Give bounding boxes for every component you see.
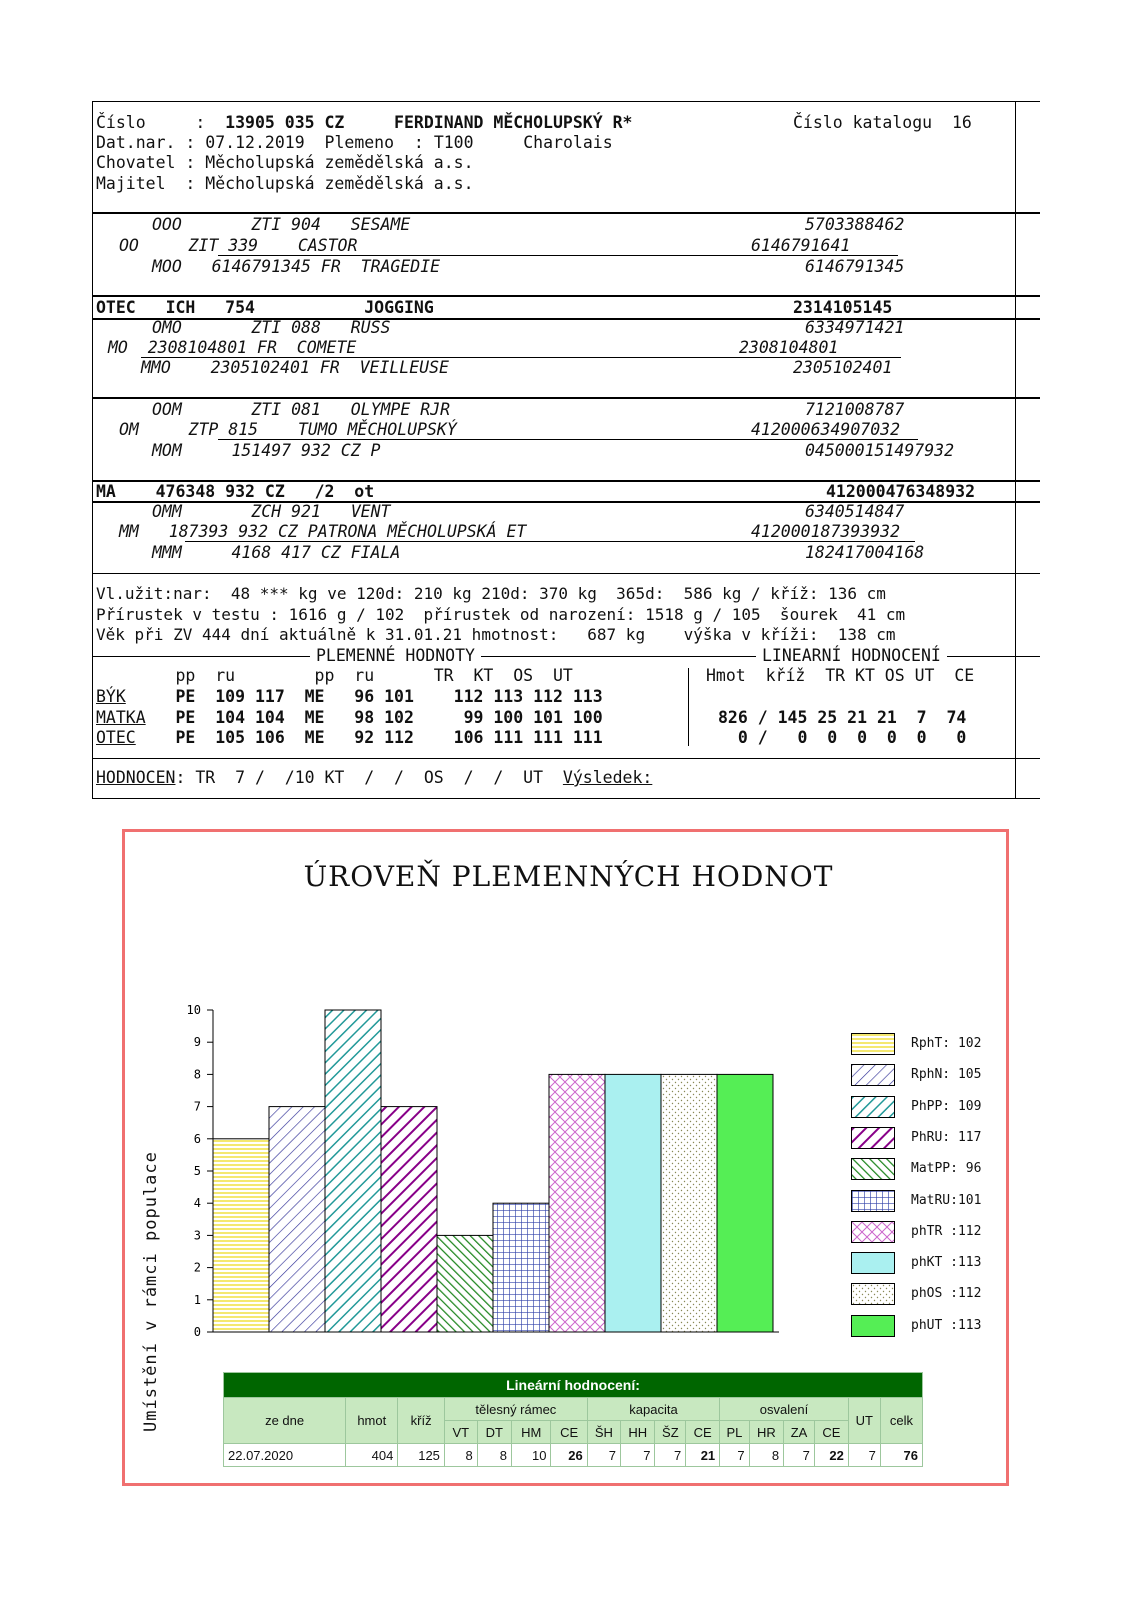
legend-swatch [851, 1190, 895, 1212]
legend-item [851, 1158, 1011, 1186]
pedigree-ooo: OOO ZTI 904 SESAME [152, 215, 411, 234]
legend-swatch [851, 1127, 895, 1149]
pedigree-omm: OMM ZCH 921 VENT [152, 502, 391, 521]
pedigree-mom-num: 045000151497932 [805, 441, 955, 460]
card-left-border [92, 101, 93, 798]
pedigree-omm-num: 6340514847 [805, 502, 905, 521]
row-byk: BÝK PE 109 117 ME 96 101 112 113 112 113 [96, 687, 603, 706]
col-head: ZA [784, 1421, 815, 1444]
chart-panel [122, 829, 1009, 1486]
divider [92, 295, 1040, 297]
cell: 76 [880, 1444, 922, 1467]
bar-RphN [269, 1107, 325, 1332]
legend-swatch [851, 1033, 895, 1055]
cell: 8 [477, 1444, 511, 1467]
linear-header: Hmot kříž TR KT OS UT CE [706, 666, 975, 685]
legend-label: MatRU:101 [911, 1192, 982, 1208]
legend-label: PhRU: 117 [911, 1129, 982, 1145]
col-head: CE [686, 1421, 720, 1444]
cell: 10 [511, 1444, 551, 1467]
col-head: CE [551, 1421, 587, 1444]
y-tick-label: 9 [193, 1035, 201, 1050]
ma-line: MA 476348 932 CZ /2 ot [96, 482, 375, 501]
legend-item [851, 1033, 1011, 1061]
legend-item [851, 1190, 1011, 1218]
legend-label: RphN: 105 [911, 1067, 982, 1083]
legend-swatch [851, 1315, 895, 1337]
bar-MatRU [493, 1203, 549, 1332]
legend-item [851, 1315, 1011, 1343]
hodnoceni-line: HODNOCEN: TR 7 / /10 KT / / OS / / UT Výsledek: [96, 768, 653, 787]
pedigree-om-num: 412000634907032 [751, 420, 901, 439]
y-tick-label: 2 [193, 1260, 201, 1275]
legend-swatch [851, 1252, 895, 1274]
cell: 26 [551, 1444, 587, 1467]
bar-RphT [213, 1139, 269, 1332]
pedigree-oo-num: 6146791641 [751, 236, 851, 255]
pedigree-moo: MOO 6146791345 FR TRAGEDIE [152, 257, 441, 276]
col-head: hmot [346, 1398, 398, 1444]
legend-label: RphT: 102 [911, 1036, 982, 1051]
col-head: VT [444, 1421, 477, 1444]
divider [92, 798, 1040, 799]
cell: 21 [686, 1444, 720, 1467]
legend-swatch [851, 1096, 895, 1118]
legend-label: PhPP: 109 [911, 1098, 982, 1114]
pedigree-mo: MO 2308104801 FR COMETE [108, 338, 357, 357]
col-head: celk [880, 1398, 922, 1444]
y-tick-label: 6 [193, 1131, 201, 1146]
group-head: tělesný rámec [444, 1398, 587, 1421]
row-otec-linear: 0 / 0 0 0 0 0 0 [718, 728, 967, 747]
col-head: HM [511, 1421, 551, 1444]
legend-label: phKT :113 [911, 1255, 982, 1271]
header-line-4: Majitel : Měcholupská zemědělská a.s. [96, 174, 474, 193]
header-line-1: Číslo : 13905 035 CZ FERDINAND MĚCHOLUPSKÝ R* [96, 113, 633, 132]
performance-line-3: Věk při ZV 444 dní aktuálně k 31.01.21 hmotnost: 687 kg výška v kříži: 138 cm [96, 625, 896, 644]
otec-num: 2314105145 [793, 298, 893, 317]
cell: 7 [655, 1444, 686, 1467]
bar-PhPP [325, 1010, 381, 1332]
underline [218, 439, 918, 440]
underline [185, 541, 915, 542]
ma-num: 412000476348932 [826, 482, 976, 501]
pedigree-mo-num: 2308104801 [739, 338, 839, 357]
divider [92, 573, 1040, 574]
section-linearni: LINEARNÍ HODNOCENÍ [756, 646, 947, 666]
legend-item [851, 1064, 1011, 1092]
pedigree-oom-num: 7121008787 [805, 400, 905, 419]
cell: 7 [621, 1444, 655, 1467]
cell: 22.07.2020 [224, 1444, 346, 1467]
row-matka: MATKA PE 104 104 ME 98 102 99 100 101 100 [96, 708, 603, 727]
bar-phKT [605, 1074, 661, 1332]
row-matka-linear: 826 / 145 25 21 21 7 74 [718, 708, 967, 727]
legend-item [851, 1252, 1011, 1280]
pedigree-omo: OMO ZTI 088 RUSS [152, 318, 391, 337]
divider [92, 101, 1040, 102]
legend-item [851, 1096, 1011, 1124]
pedigree-omo-num: 6334971421 [805, 318, 905, 337]
pedigree-mom: MOM 151497 932 CZ P [152, 441, 381, 460]
underline [218, 255, 898, 256]
pedigree-mmo-num: 2305102401 [793, 358, 893, 377]
group-head: osvalení [720, 1398, 849, 1421]
header-line-2: Dat.nar. : 07.12.2019 Plemeno : T100 Charolais [96, 133, 613, 152]
col-head: HR [749, 1421, 783, 1444]
card-right-border [1015, 101, 1016, 798]
col-head: DT [477, 1421, 511, 1444]
cell: 404 [346, 1444, 398, 1467]
y-tick-label: 8 [193, 1067, 201, 1082]
group-head: kapacita [587, 1398, 719, 1421]
y-tick-label: 10 [186, 1003, 201, 1017]
performance-line-1: Vl.užit:nar: 48 *** kg ve 120d: 210 kg 210d: 370 kg 365d: 586 kg / kříž: 136 cm [96, 584, 886, 603]
col-head: CE [814, 1421, 848, 1444]
pedigree-oo: OO ZIT 339 CASTOR [119, 236, 358, 255]
otec-line: OTEC ICH 754 JOGGING [96, 298, 434, 317]
chart-title: ÚROVEŇ PLEMENNÝCH HODNOT [303, 860, 834, 893]
bar-PhRU [381, 1107, 437, 1332]
row-otec: OTEC PE 105 106 ME 92 112 106 111 111 111 [96, 728, 603, 747]
cell: 7 [587, 1444, 620, 1467]
header-line-3: Chovatel : Měcholupská zemědělská a.s. [96, 153, 474, 172]
pedigree-ooo-num: 5703388462 [805, 215, 905, 234]
cell: 8 [749, 1444, 783, 1467]
pedigree-moo-num: 6146791345 [805, 257, 905, 276]
y-tick-label: 4 [193, 1196, 201, 1211]
pedigree-oom: OOM ZTI 081 OLYMPE RJR [152, 400, 451, 419]
pedigree-mmo: MMO 2305102401 FR VEILLEUSE [141, 358, 449, 377]
y-tick-label: 3 [193, 1228, 201, 1243]
legend-item [851, 1283, 1011, 1311]
pedigree-mm: MM 187393 932 CZ PATRONA MĚCHOLUPSKÁ ET [119, 522, 527, 541]
bar-phOS [661, 1074, 717, 1332]
bar-phUT [717, 1074, 773, 1332]
legend-swatch [851, 1158, 895, 1180]
legend-label: phOS :112 [911, 1286, 982, 1302]
divider [92, 758, 1040, 759]
cell: 7 [848, 1444, 880, 1467]
y-axis-label: Umístění v rámci populace [141, 1151, 161, 1432]
linear-table-title: Lineární hodnocení: [224, 1373, 923, 1398]
divider [688, 668, 689, 746]
divider [92, 212, 1040, 214]
bar-phTR [549, 1074, 605, 1332]
section-plemenne: PLEMENNÉ HODNOTY [310, 646, 481, 666]
y-tick-label: 0 [193, 1325, 201, 1339]
catalog-number: Číslo katalogu 16 [793, 113, 972, 132]
pedigree-mmm: MMM 4168 417 CZ FIALA [152, 543, 401, 562]
col-head: kříž [398, 1398, 445, 1444]
values-header: pp ru pp ru TR KT OS UT [96, 666, 573, 685]
cell: 7 [784, 1444, 815, 1467]
pedigree-mmm-num: 182417004168 [805, 543, 925, 562]
legend-label: MatPP: 96 [911, 1161, 982, 1177]
divider [92, 397, 1040, 399]
performance-line-2: Přírustek v testu : 1616 g / 102 přírustek od narození: 1518 g / 105 šourek 41 cm [96, 605, 906, 624]
legend-label: phUT :113 [911, 1317, 982, 1333]
pedigree-mm-num: 412000187393932 [751, 522, 901, 541]
legend-swatch [851, 1221, 895, 1243]
col-head: ŠH [587, 1421, 620, 1444]
y-tick-label: 1 [193, 1292, 201, 1307]
col-head: HH [621, 1421, 655, 1444]
legend-label: phTR :112 [911, 1223, 982, 1239]
y-tick-label: 5 [193, 1164, 201, 1178]
cell: 125 [398, 1444, 445, 1467]
cell: 22 [814, 1444, 848, 1467]
bar-MatPP [437, 1235, 493, 1332]
linear-table [223, 1372, 923, 1467]
col-head: UT [848, 1398, 880, 1444]
col-head: PL [720, 1421, 749, 1444]
pedigree-om: OM ZTP 815 TUMO MĚCHOLUPSKÝ [119, 420, 457, 439]
legend-item [851, 1221, 1011, 1249]
y-tick-label: 7 [193, 1099, 201, 1114]
col-head: ŠZ [655, 1421, 686, 1444]
cell: 7 [720, 1444, 749, 1467]
col-head: ze dne [224, 1398, 346, 1444]
cell: 8 [444, 1444, 477, 1467]
legend-swatch [851, 1283, 895, 1305]
legend-swatch [851, 1064, 895, 1086]
legend-item [851, 1127, 1011, 1155]
